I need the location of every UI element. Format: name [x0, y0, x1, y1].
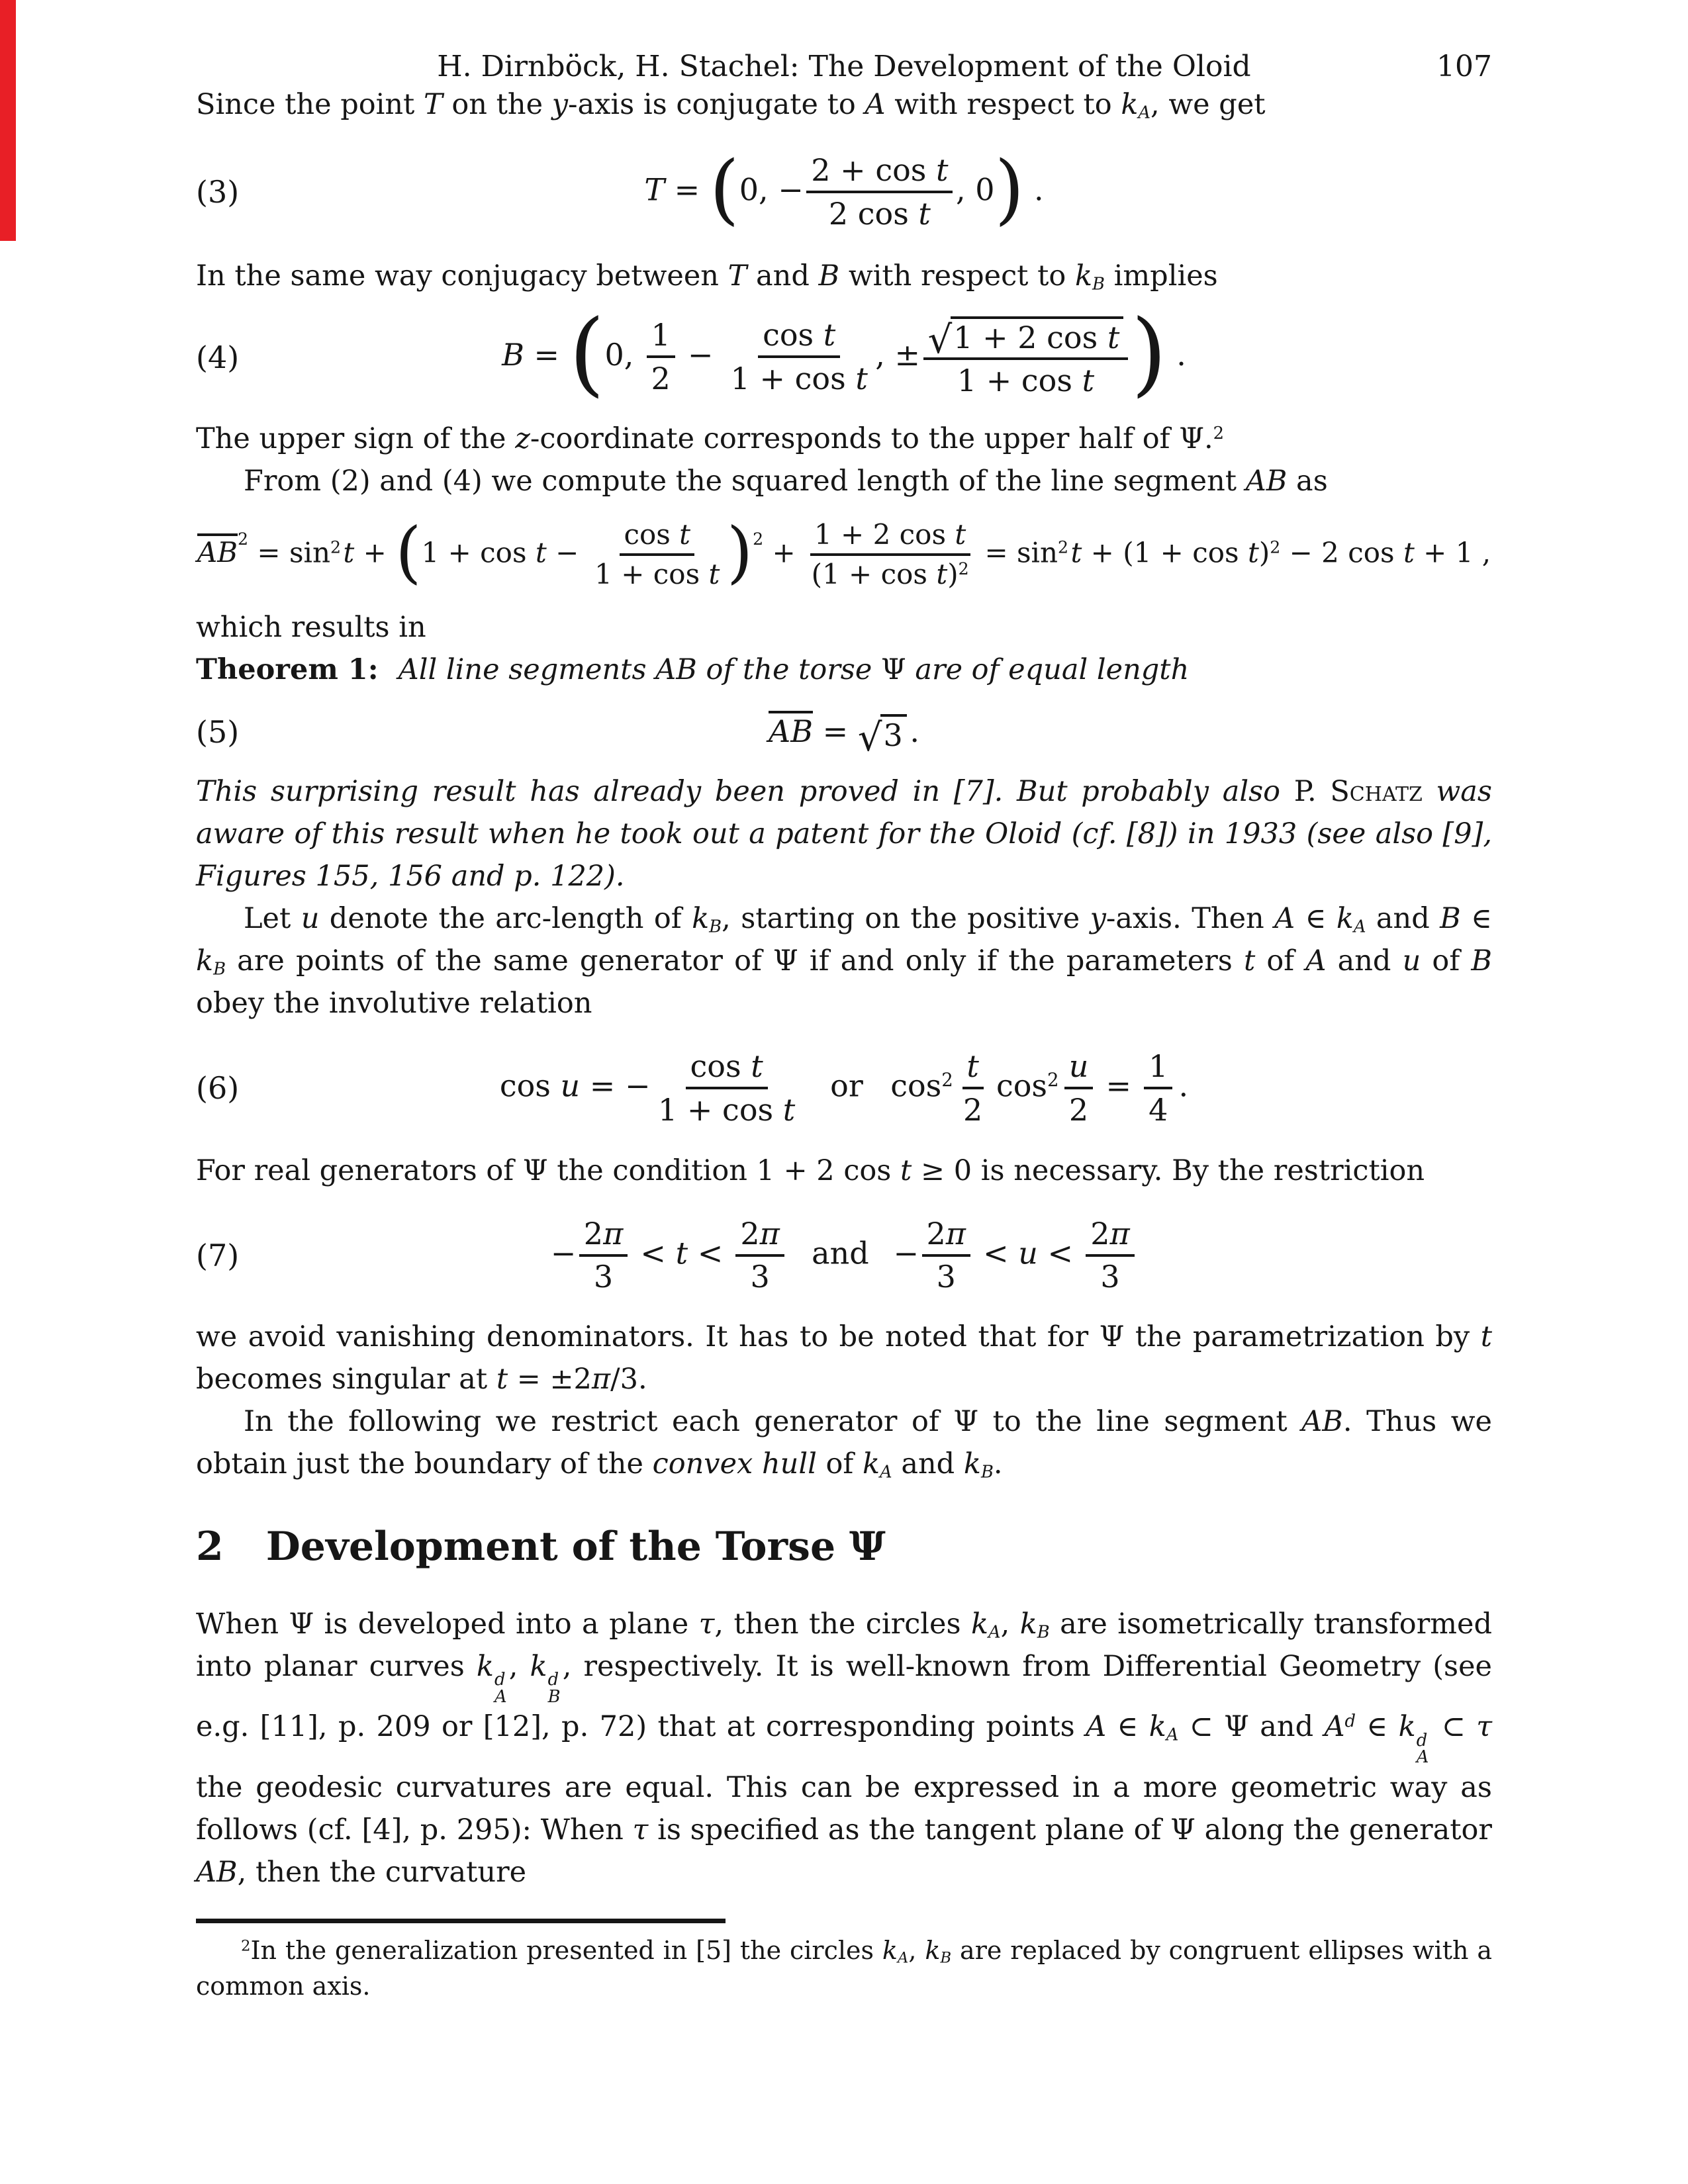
equation-5 [196, 711, 1492, 760]
equation-3-body: T = (0, − $\frac{\text{2 + cos t}}{\text{2 cos t}}$ , 0) . [644, 144, 1044, 234]
equation-5-body: AB = √ 3 . [769, 711, 919, 753]
paragraph-squared-length: From (2) and (4) we compute the squared length of the line segment AB as [244, 464, 1328, 498]
paragraph-which-results: which results in [196, 610, 426, 644]
theorem-1: Theorem 1: All line segments AB of the torse Ψ are of equal length [196, 653, 1190, 686]
equation-ab-squared [196, 513, 1492, 592]
remark-schatz: This surprising result has already been proved in [7]. But probably also P. Schatz was aware of this result when he took out a patent for the Oloid (cf. [8]) in 1933 (see also [9], Figures 155, 156 and p. 122). [196, 774, 1493, 893]
paragraph-conjugacy: In the same way conjugacy between T and B with respect to kB implies [196, 259, 1218, 295]
footnote-rule [196, 1919, 726, 1923]
section-title: Development of the Torse Ψ [265, 1523, 886, 1570]
paragraph-development: When Ψ is developed into a plane τ, then the circles kA, kB are isometrically transformed into planar curves k d A , k d B , respectively. It is well-known from Differential Geometry (see e.g. [11], p. 209 or [12], p. 72) that at corresponding points A ∈ kA ⊂ Ψ and $A^d$ ∈ k d A ⊂ τ the geodesic curvatures are equal. This can be expressed in a more geometric way as follows (cf. [4], p. 295): When τ is specified as the tangent plane of Ψ along the generator AB, then the curvature [196, 1607, 1492, 1889]
running-header [196, 50, 1492, 83]
scan-edge-artifact [0, 0, 16, 241]
equation-3-number: (3) [196, 174, 240, 210]
footnote-2: $^2$In the generalization presented in [5] the circles kA, kB are replaced by congruent ellipses with a common axis. [196, 1936, 1492, 2001]
equation-7-body: − $\frac{2\pi}{3}$ < t < $\frac{2\pi}{3}$ and − $\frac{2\pi}{3}$ < u < $\frac{2\pi}{3}$ [551, 1216, 1137, 1296]
section-heading-2 [196, 1525, 1492, 1569]
equation-6-body: cos u = − $\frac{\text{cos t}}{\text{1 + cos t}}$ or $\cos^2$ $\frac{t}{2}$ $\cos^2$ $\frac{u}{2}$ = $\frac{1}{4}$ . [499, 1048, 1189, 1128]
equation-3 [196, 144, 1492, 234]
paragraph-avoid-denominators: we avoid vanishing denominators. It has to be noted that for Ψ the parametrization by t becomes singular at t = ±2π/3. [196, 1320, 1492, 1396]
page-number: 107 [1436, 50, 1492, 83]
paragraph-restrict-generator: In the following we restrict each generator of Ψ to the line segment AB. Thus we obtain just the boundary of the convex hull of kA and kB. [196, 1404, 1492, 1482]
paragraph-upper-sign: The upper sign of the z-coordinate corresponds to the upper half of Ψ.$^2$ [196, 422, 1225, 455]
equation-6 [196, 1048, 1492, 1128]
equation-4-number: (4) [196, 339, 240, 375]
paragraph-real-generators: For real generators of Ψ the condition 1 + 2 cos t ≥ 0 is necessary. By the restriction [196, 1154, 1425, 1187]
section-number: 2 [196, 1523, 224, 1570]
paragraph-conjugate-point: Since the point T on the y-axis is conjugate to A with respect to kA, we get [196, 88, 1266, 123]
equation-7 [196, 1216, 1492, 1296]
equation-4 [196, 300, 1492, 407]
running-title: H. Dirnböck, H. Stachel: The Development of the Oloid [437, 50, 1251, 83]
paragraph-arc-length: Let u denote the arc-length of kB, starting on the positive y-axis. Then A ∈ kA and B ∈ kB are points of the same generator of Ψ if and only if the parameters t of A and u of B obey the involutive relation [196, 901, 1493, 1020]
equation-ab-squared-body: $AB^2 = \sin^2t + (1 + \cos t$ − $\frac{\text{cos t}}{\text{1 + cos t}}$ )$^2$ + $\frac{\text{1 + 2 cos t}}{(1 + \cos t)^2}$ = $\sin^2t + (1 + \cos t)^2 - 2$ cos t + 1 , [197, 513, 1491, 592]
equation-5-number: (5) [196, 713, 240, 750]
equation-7-number: (7) [196, 1238, 240, 1274]
equation-6-number: (6) [196, 1070, 240, 1107]
equation-4-body: B = (0, $\frac{1}{2}$ − $\frac{\text{cos t}}{\text{1 + cos t}}$ , ± √ 1 + 2 cos t 1 + cos t ) . [502, 300, 1186, 407]
